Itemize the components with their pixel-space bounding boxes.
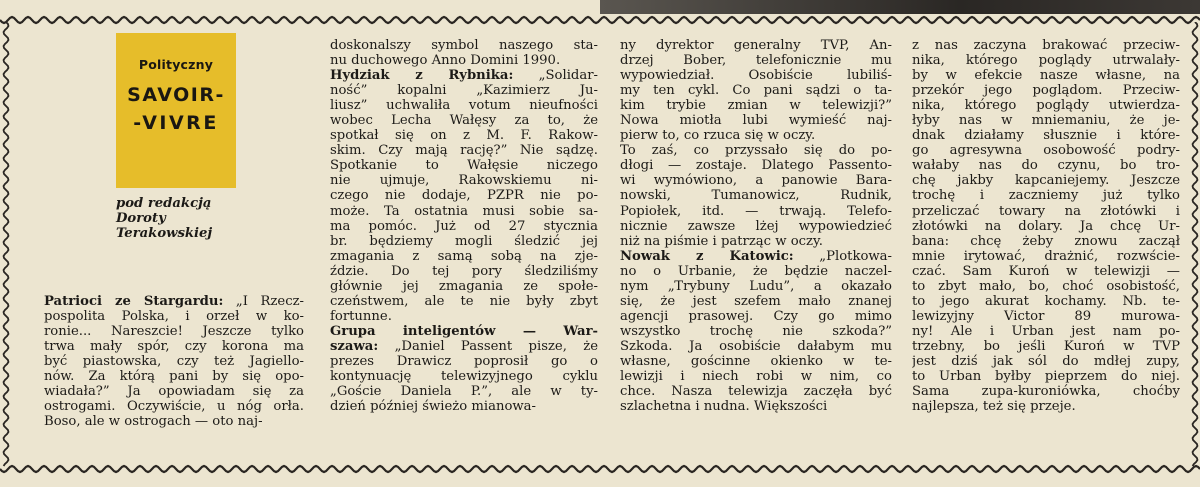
text-line (330, 324, 598, 339)
line-text: spotkał się on z M. F. Rakow- (330, 128, 598, 144)
line-text: nów. Za którą pani by się opo- (44, 369, 304, 385)
line-text: się, że jest szefem mało znanej (620, 293, 892, 309)
line-text: głównie jej zmagania ze społe- (330, 278, 598, 294)
text-line (620, 354, 892, 369)
text-line (330, 173, 598, 188)
line-text: ność” kopalni „Kazimierz Ju- (330, 83, 598, 99)
line-text: drzej Bober, telefonicznie mu (620, 53, 892, 69)
line-text: Nowa miotła lubi wymieść naj- (620, 113, 892, 129)
letter-sender: Hydziak z Rybnika: (330, 68, 514, 84)
text-line (912, 188, 1180, 203)
text-line (912, 234, 1180, 249)
text-line (620, 83, 892, 98)
text-line (44, 354, 304, 369)
line-text: wobec Lecha Wałęsy za to, że (330, 113, 598, 129)
text-line (620, 234, 892, 249)
left-wavy-border (1, 22, 11, 467)
line-text: złotówki na dolary. Ja chcę Ur- (912, 218, 1180, 234)
line-text: trochę i zaczniemy już tylko (912, 188, 1180, 204)
line-text: wałaby nas do czynu, bo tro- (912, 158, 1180, 174)
text-line (912, 98, 1180, 113)
editor-line1: pod redakcją (116, 196, 212, 211)
text-line (620, 279, 892, 294)
text-line (620, 384, 892, 399)
letter-sender: szawa: (330, 338, 379, 354)
line-text: Spotkanie to Wałęsie niczego (330, 158, 598, 174)
line-text: lewizyjny Victor 89 murowa- (912, 308, 1180, 324)
editor-line3: Terakowskiej (116, 226, 213, 242)
text-line (330, 249, 598, 264)
line-text: no o Urbanie, że będzie naczel- (620, 263, 892, 279)
text-line (330, 369, 598, 384)
line-text: agencji prasowej. Czy go mimo (620, 308, 892, 324)
line-text: To zaś, co przyssało się do po- (620, 143, 892, 159)
text-line (44, 294, 304, 309)
text-line (912, 143, 1180, 158)
letter-sender: Grupa inteligentów — War- (330, 323, 598, 339)
bottom-wavy-border (0, 463, 1200, 475)
line-text: łyby nas w mniemaniu, że je- (912, 113, 1180, 129)
line-text: może. Ta ostatnia musi sobie sa- (330, 203, 598, 219)
text-line (620, 264, 892, 279)
line-text: najlepsza, też się przeje. (912, 399, 1076, 415)
text-line (912, 279, 1180, 294)
text-line (330, 339, 598, 354)
text-column-4 (912, 38, 1180, 414)
text-column-2 (330, 38, 598, 414)
text-line (912, 294, 1180, 309)
line-text: ny! Ale i Urban jest nam po- (912, 323, 1180, 339)
line-text: my ten cykl. Co pani sądzi o ta- (620, 83, 892, 99)
line-text: kim trybie zmian w telewizji?” (620, 98, 892, 114)
line-text: dłogi — zostaje. Dlatego Passento- (620, 158, 892, 174)
text-column-3 (620, 38, 892, 414)
text-line (330, 68, 598, 83)
text-line (330, 219, 598, 234)
line-text: bana: chcę żeby znowu zaczął (912, 233, 1180, 249)
photo-fragment (600, 0, 1200, 14)
line-text: jest dziś jak sól do mdłej zupy, (912, 353, 1180, 369)
text-line (620, 204, 892, 219)
text-line (620, 173, 892, 188)
line-text: nika, którego poglądy utwierdza- (912, 98, 1180, 114)
line-text: Popiołek, itd. — trwają. Telefo- (620, 203, 892, 219)
line-text: mnie irytować, drażnić, rozwście- (912, 248, 1180, 264)
text-line (912, 339, 1180, 354)
line-text: czeństwem, ale te nie były zbyt (330, 293, 598, 309)
text-line (330, 158, 598, 173)
text-line (330, 204, 598, 219)
line-text: pierw to, co rzuca się w oczy. (620, 128, 816, 144)
text-line (620, 249, 892, 264)
line-text: wypowiedział. Osobiście lubiliś- (620, 68, 892, 84)
line-text: ny dyrektor generalny TVP, An- (620, 38, 892, 53)
line-text: nie ujmuje, Rakowskiemu ni- (330, 173, 598, 189)
text-line (330, 188, 598, 203)
text-line (620, 128, 892, 143)
text-line (912, 309, 1180, 324)
line-text: to zbyt mało, bo, choć osobistość, (912, 278, 1180, 294)
line-text: „Plotkowa- (793, 248, 892, 264)
line-text: chę jakby kapcaniejemy. Jeszcze (912, 173, 1180, 189)
column-label-line2: SAVOIR- (127, 84, 225, 106)
line-text: dzień później świeżo mianowa- (330, 399, 537, 415)
line-text: kontynuację telewizyjnego cyklu (330, 369, 598, 385)
text-line (620, 399, 892, 414)
text-line (330, 309, 598, 324)
text-line (330, 53, 598, 68)
text-line (330, 384, 598, 399)
text-line (620, 113, 892, 128)
text-line (912, 384, 1180, 399)
text-line (44, 324, 304, 339)
line-text: to jego akurat kochamy. Nb. te- (912, 293, 1180, 309)
right-wavy-border (1190, 22, 1200, 467)
column-label-line1: Polityczny (138, 57, 214, 72)
text-line (912, 68, 1180, 83)
text-line (330, 128, 598, 143)
text-line (912, 219, 1180, 234)
line-text: przeliczać towary na złotówki i (912, 203, 1180, 219)
text-line (912, 38, 1180, 53)
text-line (620, 53, 892, 68)
editor-credit (116, 196, 256, 242)
text-line (620, 219, 892, 234)
line-text: nicznie zawsze lżej wypowiedzieć (620, 218, 892, 234)
text-line (44, 384, 304, 399)
text-line (912, 354, 1180, 369)
text-line (330, 98, 598, 113)
text-line (330, 83, 598, 98)
text-line (620, 158, 892, 173)
line-text: Sama zupa-kuroniówka, choćby (912, 384, 1180, 400)
line-text: być piastowska, czy też Jagiello- (44, 354, 304, 370)
text-line (620, 309, 892, 324)
text-line (330, 234, 598, 249)
text-line (912, 53, 1180, 68)
text-line (44, 399, 304, 414)
line-text: szlachetna i nudna. Większości (620, 399, 828, 415)
top-wavy-border (0, 14, 1200, 26)
text-line (620, 294, 892, 309)
line-text: ździe. Do tej pory śledziliśmy (330, 263, 598, 279)
line-text: nym „Trybuny Ludu”, a okazało (620, 278, 892, 294)
text-line (44, 309, 304, 324)
text-line (620, 98, 892, 113)
line-text: zmagania z samą sobą na zje- (330, 248, 598, 264)
line-text: trwa mały spór, czy korona ma (44, 339, 304, 355)
line-text: własne, gościnne okienko w te- (620, 353, 892, 369)
text-line (912, 128, 1180, 143)
text-line (912, 249, 1180, 264)
line-text: liusz” uchwaliła votum nieufności (330, 98, 598, 114)
text-line (912, 173, 1180, 188)
text-line (620, 339, 892, 354)
column-label-badge (116, 33, 236, 188)
line-text: to Urban byłby pieprzem do niej. (912, 369, 1180, 385)
line-text: chce. Nasza telewizja zaczęła być (620, 384, 892, 400)
line-text: czego nie dodaje, PZPR nie po- (330, 188, 598, 204)
line-text: doskonalszy symbol naszego sta- (330, 38, 598, 53)
line-text: Szkoda. Ja osobiście dałabym mu (620, 338, 892, 354)
line-text: trzebny, bo jeśli Kuroń w TVP (912, 338, 1180, 354)
text-line (330, 279, 598, 294)
text-line (330, 38, 598, 53)
text-line (330, 399, 598, 414)
line-text: przekór jego poglądom. Przeciw- (912, 83, 1180, 99)
line-text: nika, którego poglądy utrwalały- (912, 53, 1180, 69)
text-line (44, 339, 304, 354)
text-line (330, 354, 598, 369)
text-line (912, 83, 1180, 98)
letter-sender: Nowak z Katowic: (620, 248, 794, 264)
line-text: „Daniel Passent pisze, że (378, 338, 598, 354)
line-text: skim. Czy mają rację?” Nie sądzę. (330, 143, 598, 159)
line-text: lewizji i niech robi w nim, co (620, 369, 892, 385)
line-text: „Solidar- (513, 68, 598, 84)
line-text: dnak działamy słusznie i które- (912, 128, 1180, 144)
line-text: Boso, ale w ostrogach — oto naj- (44, 414, 263, 430)
line-text: z nas zaczyna brakować przeciw- (912, 38, 1180, 53)
text-line (620, 324, 892, 339)
letter-sender: Patrioci ze Stargardu: (44, 294, 224, 309)
text-line (330, 294, 598, 309)
line-text: „I Rzecz- (223, 294, 304, 309)
line-text: nu duchowego Anno Domini 1990. (330, 53, 561, 69)
line-text: ma pomóc. Już od 27 stycznia (330, 218, 598, 234)
text-line (44, 369, 304, 384)
line-text: by w efekcie nasze własne, na (912, 68, 1180, 84)
text-line (330, 113, 598, 128)
line-text: pospolita Polska, i orzeł w ko- (44, 309, 304, 325)
line-text: go agresywna osobowość podry- (912, 143, 1180, 159)
line-text: niż na piśmie i patrząc w oczy. (620, 233, 823, 249)
text-line (912, 369, 1180, 384)
line-text: wiadała?” Ja opowiadam się za (44, 384, 304, 400)
text-column-1 (44, 294, 304, 429)
text-line (912, 204, 1180, 219)
line-text: czać. Sam Kuroń w telewizji — (912, 263, 1180, 279)
text-line (912, 399, 1180, 414)
text-line (912, 264, 1180, 279)
line-text: „Goście Daniela P.”, ale w ty- (330, 384, 598, 400)
text-line (620, 38, 892, 53)
line-text: ronie... Nareszcie! Jeszcze tylko (44, 324, 304, 340)
text-line (912, 324, 1180, 339)
editor-line2: Doroty (116, 211, 166, 227)
text-line (912, 113, 1180, 128)
text-line (330, 143, 598, 158)
line-text: br. będziemy mogli śledzić jej (330, 233, 598, 249)
line-text: prezes Drawicz poprosił go o (330, 353, 598, 369)
line-text: wi wymówiono, a panowie Bara- (620, 173, 892, 189)
text-line (44, 414, 304, 429)
line-text: ostrogami. Oczywiście, u nóg orła. (44, 399, 304, 415)
text-line (330, 264, 598, 279)
text-line (620, 143, 892, 158)
text-line (912, 158, 1180, 173)
line-text: wszystko trochę nie szkoda?” (620, 323, 892, 339)
line-text: fortunne. (330, 308, 392, 324)
column-label-line3: -VIVRE (133, 112, 219, 134)
text-line (620, 369, 892, 384)
line-text: nowski, Tumanowicz, Rudnik, (620, 188, 892, 204)
text-line (620, 188, 892, 203)
text-line (620, 68, 892, 83)
